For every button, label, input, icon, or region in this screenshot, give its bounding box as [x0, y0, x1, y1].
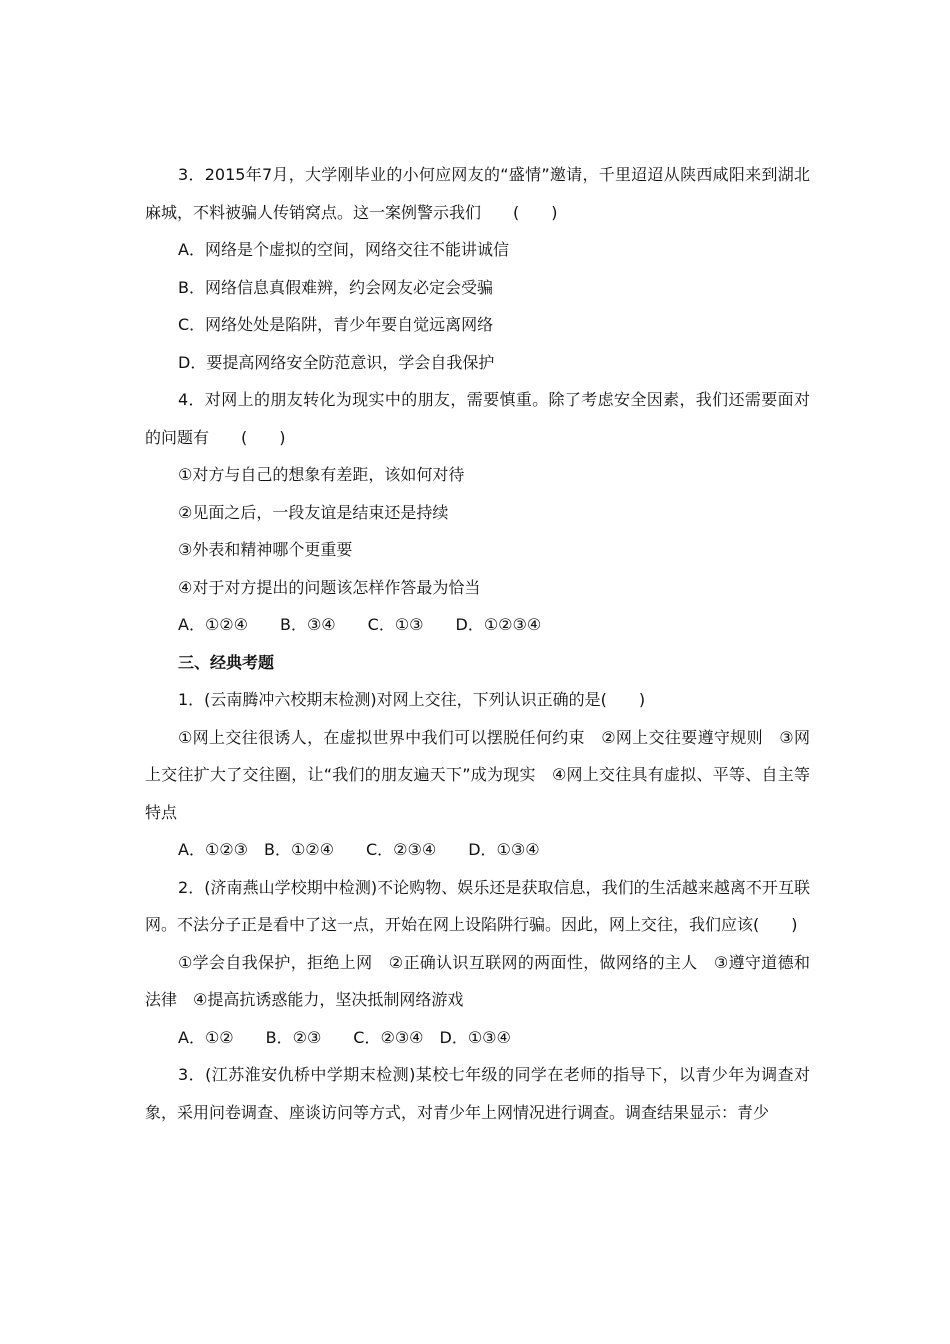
question-3-stem: 3．2015年7月，大学刚毕业的小何应网友的“盛情”邀请，千里迢迢从陕西咸阳来到湖北麻城，不料被骗人传销窝点。这一案例警示我们 ( ) — [145, 165, 810, 222]
classic-question-1-body: ①网上交往很诱人，在虚拟世界中我们可以摆脱任何约束 ②网上交往要遵守规则 ③网上交往扩大了交往圈，让“我们的朋友遍天下”成为现实 ④网上交往具有虚拟、平等、自主等特点 — [145, 727, 810, 822]
classic-question-2-options: A．①② B．②③ C．②③④ D．①③④ — [178, 1027, 511, 1047]
document-page — [145, 156, 810, 1131]
classic-question-1-stem: 1．(云南腾冲六校期末检测)对网上交往，下列认识正确的是( ) — [178, 690, 646, 709]
question-3-option-d: D．要提高网络安全防范意识，学会自我保护 — [178, 352, 495, 372]
question-4-item-2: ②见面之后，一段友谊是结束还是持续 — [178, 502, 449, 522]
question-4-stem: 4．对网上的朋友转化为现实中的朋友，需要慎重。除了考虑安全因素，我们还需要面对的问题有 ( ) — [145, 390, 810, 447]
question-4-item-1: ①对方与自己的想象有差距，该如何对待 — [178, 465, 465, 484]
question-4-item-4: ④对于对方提出的问题该怎样作答最为恰当 — [178, 577, 481, 597]
classic-question-2-stem: 2．(济南燕山学校期中检测)不论购物、娱乐还是获取信息，我们的生活越来越离不开互联网。不法分子正是看中了这一点，开始在网上设陷阱行骗。因此，网上交往，我们应该( ) — [145, 877, 810, 934]
classic-question-2-body: ①学会自我保护，拒绝上网 ②正确认识互联网的两面性，做网络的主人 ③遵守道德和法律 ④提高抗诱惑能力，坚决抵制网络游戏 — [145, 952, 810, 1009]
question-3-option-a: A．网络是个虚拟的空间，网络交往不能讲诚信 — [178, 240, 509, 259]
question-4-item-3: ③外表和精神哪个更重要 — [178, 540, 353, 559]
classic-question-1-options: A．①②③ B．①②④ C．②③④ D．①③④ — [178, 840, 540, 859]
section-heading: 三、经典考题 — [178, 652, 275, 672]
question-3-option-b: B．网络信息真假难辨，约会网友必定会受骗 — [178, 277, 493, 297]
question-4-options: A．①②④ B．③④ C．①③ D．①②③④ — [178, 615, 542, 634]
question-3-option-c: C．网络处处是陷阱，青少年要自觉远离网络 — [178, 315, 494, 334]
classic-question-3-stem: 3．(江苏淮安仇桥中学期末检测)某校七年级的同学在老师的指导下，以青少年为调查对象，采用问卷调查、座谈访问等方式，对青少年上网情况进行调查。调查结果显示：青少 — [145, 1065, 810, 1122]
